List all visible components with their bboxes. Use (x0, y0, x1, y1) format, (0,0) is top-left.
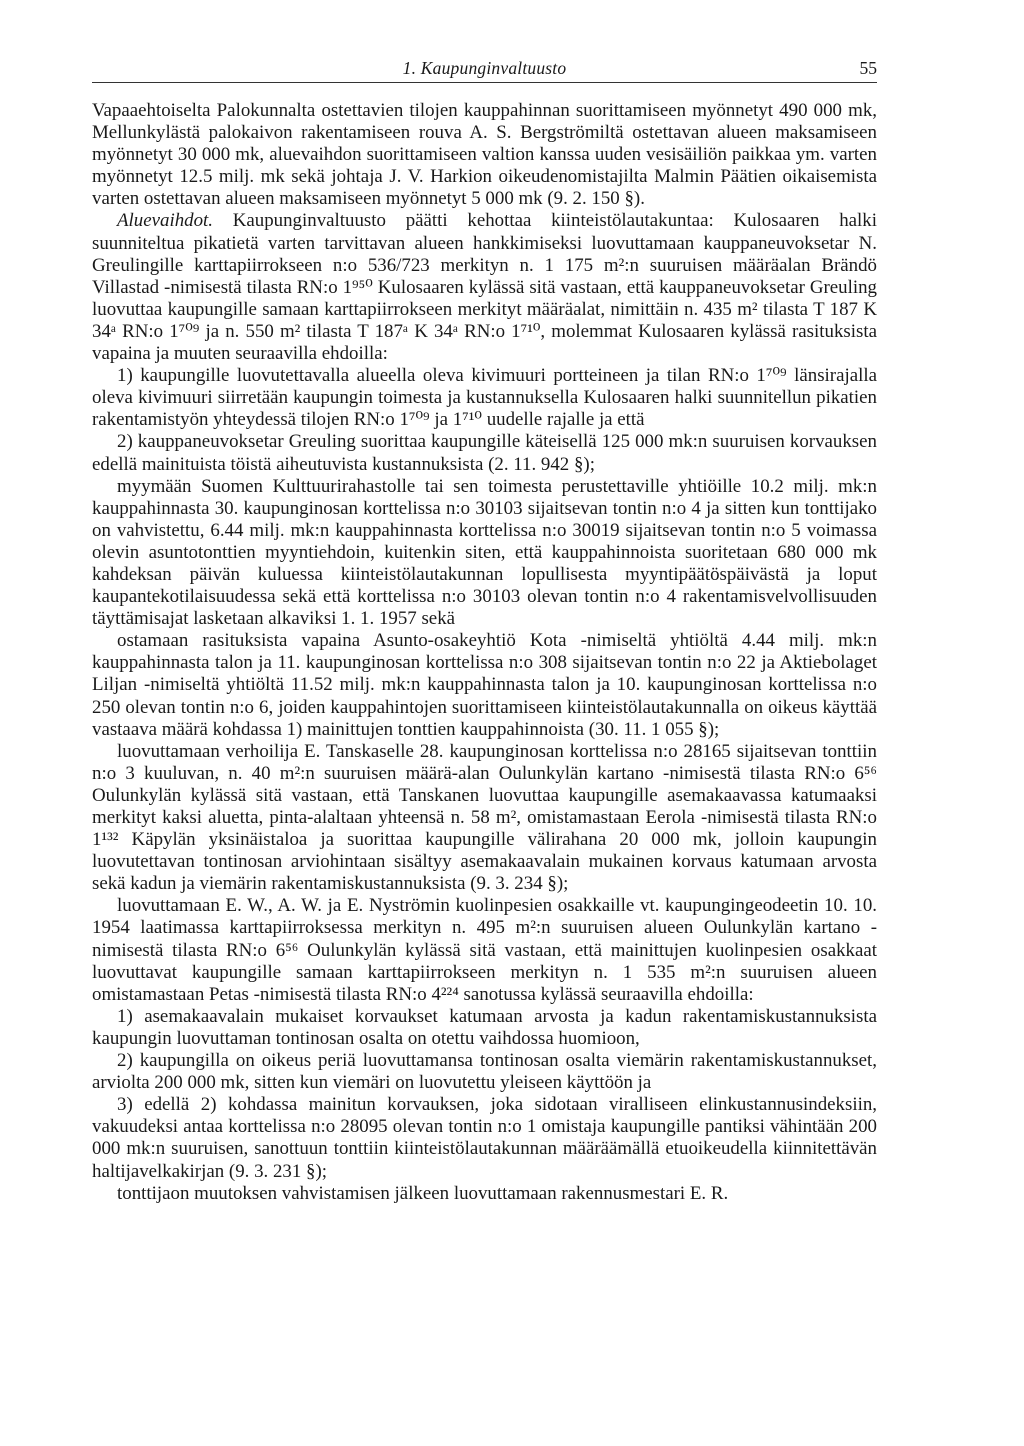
paragraph: 2) kaupungilla on oikeus periä luovuttamansa tontinosan osalta viemärin rakentamiskustannukset, arviolta 200 000 mk, sitten kun viemäri on luovutettu yleiseen käyttöön ja (92, 1050, 877, 1094)
paragraph: myymään Suomen Kulttuurirahastolle tai sen toimesta perustettaville yhtiöille 10.2 milj. mk:n kauppahinnasta 30. kaupunginosan korttelissa n:o 30103 sijaitsevan tontin n:o 4 ja sitten kun tonttijako on vahvistettu, 6.44 milj. mk:n kauppahinnasta korttelissa n:o 30019 sijaitsevan tontin n:o 5 voimassa olevin asuntotonttien myyntiehdoin, kuitenkin siten, että kauppahinnoista suoritetaan 680 000 mk kahdeksan päivän kuluessa kiinteistölautakunnan lopullisesta myyntipäätöspäivästä ja loput kaupantekotilaisuudessa sekä että korttelissa n:o 30103 olevan tontin n:o 4 rakentamisvelvollisuuden täyttämisajat lasketaan alkaviksi 1. 1. 1957 sekä (92, 475, 877, 630)
body-text (92, 100, 877, 1205)
paragraph (92, 210, 877, 365)
paragraph: luovuttamaan verhoilija E. Tanskaselle 28. kaupunginosan korttelissa n:o 28165 sijaitsevan tonttiin n:o 3 kuuluvan, n. 40 m²:n suuruisen määrä-alan Oulunkylän kartano -nimisestä tilasta RN:o 6⁵⁶ Oulunkylän kylässä sitä vastaan, että Tanskanen luovuttaa kaupungille asemakaavassa katumaaksi merkityt kaksi aluetta, pinta-alaltaan yhteensä n. 58 m², omistamastaan Eerola -nimisestä tilasta RN:o 1¹³² Käpylän yksinäistaloa ja suorittaa kaupungille välirahana 20 000 mk, jolloin kaupungin luovutettavan tontinosan arviohintaan sisältyy asemakaavalain mukainen korvaus katumaan arvosta sekä kadun ja viemärin rakentamiskustannuksista (9. 3. 234 §); (92, 740, 877, 895)
paragraph: luovuttamaan E. W., A. W. ja E. Nyströmin kuolinpesien osakkaille vt. kaupungingeodeetin 10. 10. 1954 laatimassa karttapiirroksessa merkityn n. 495 m²:n suuruisen alueen Oulunkylän kartano -nimisestä tilasta RN:o 6⁵⁶ Oulunkylän kylässä sitä vastaan, että mainittujen kuolinpesien osakkaat luovuttavat kaupungille samaan karttapiirrokseen merkityn n. 1 535 m²:n suuruisen alueen omistamastaan Petas -nimisestä tilasta RN:o 4²²⁴ sanotussa kylässä seuraavilla ehdoilla: (92, 895, 877, 1005)
paragraph: 1) asemakaavalain mukaiset korvaukset katumaan arvosta ja kadun rakentamiskustannuksista kaupungin luovuttaman tontinosan osalta on otettu vaihdossa huomioon, (92, 1005, 877, 1049)
section-label: Aluevaihdot. (117, 210, 214, 232)
paragraph: 2) kauppaneuvoksetar Greuling suorittaa kaupungille käteisellä 125 000 mk:n suuruisen korvauksen edellä mainituista töistä aiheutuvista kustannuksista (2. 11. 942 §); (92, 431, 877, 475)
paragraph: ostamaan rasituksista vapaina Asunto-osakeyhtiö Kota -nimiseltä yhtiöltä 4.44 milj. mk:n kauppahinnasta talon ja 11. kaupunginosan korttelissa n:o 308 sijaitsevan tontin n:o 22 ja Aktiebolaget Liljan -nimiseltä yhtiöltä 11.52 milj. mk:n kauppahinnasta talon ja 10. kaupunginosan korttelissa n:o 250 olevan tontin n:o 6, joiden kauppahintojen suorittamiseen kiinteistölautakunnalla on oikeus käyttää vastaava määrä kohdassa 1) mainittujen tonttien kauppahinnoista (30. 11. 1 055 §); (92, 630, 877, 740)
page-number: 55 (859, 58, 877, 78)
running-header (92, 56, 877, 83)
paragraph: tonttijaon muutoksen vahvistamisen jälkeen luovuttamaan rakennusmestari E. R. (117, 1182, 729, 1204)
paragraph: Vapaaehtoiselta Palokunnalta ostettavien tilojen kauppahinnan suorittamiseen myönnetyt 490 000 mk, Mellunkylästä palokaivon rakentamiseen rouva A. S. Bergströmiltä ostettavan alueen maksamiseen myönnetyt 30 000 mk, aluevaihdon suorittamiseen valtion kanssa uuden vesisäiliön paikkaa ym. varten myönnetyt 12.5 milj. mk sekä johtaja J. V. Harkion oikeudenomistajilta Malmin Päätien oikaisemista varten ostettavan alueen maksamiseen myönnetyt 5 000 mk (9. 2. 150 §). (92, 100, 877, 210)
running-title: 1. Kaupunginvaltuusto (402, 58, 567, 78)
paragraph: 3) edellä 2) kohdassa mainitun korvauksen, joka sidotaan viralliseen elinkustannusindeksiin, vakuudeksi antaa korttelissa n:o 28095 olevan tontin n:o 1 omistaja kaupungille pantiksi vähintään 200 000 mk:n suuruisen, sanottuun tonttiin kiinteistölautakunnan määräämällä etuoikeudella kiinnitettävän haltijavelkakirjan (9. 3. 231 §); (92, 1094, 877, 1182)
paragraph-text: Kaupunginvaltuusto päätti kehottaa kiinteistölautakuntaa: Kulosaaren halki suunniteltua pikatietä varten tarvittavan alueen hankkimiseksi luovuttamaan kauppaneuvoksetar N. Greulingille karttapiirrokseen n:o 536/723 merkityn n. 1 175 m²:n suuruisen määräalan Brändö Villastad -nimisestä tilasta RN:o 1⁹⁵⁰ Kulosaaren kylässä sitä vastaan, että kauppaneuvoksetar Greuling luovuttaa kaupungille samaan karttapiirrokseen merkityt määräalat, nimittäin n. 435 m² tilasta T 187 K 34ᵃ RN:o 1⁷⁰⁹ ja n. 550 m² tilasta T 187ᵃ K 34ᵃ RN:o 1⁷¹⁰, molemmat Kulosaaren kylässä rasituksista vapaina ja muuten seuraavilla ehdoilla: (92, 210, 877, 365)
paragraph: 1) kaupungille luovutettavalla alueella oleva kivimuuri portteineen ja tilan RN:o 1⁷⁰⁹ länsirajalla oleva kivimuuri siirretään kaupungin toimesta ja kustannuksella Kulosaaren halki suunnitellun pikatien rakentamistyön yhteydessä tilojen RN:o 1⁷⁰⁹ ja 1⁷¹⁰ uudelle rajalle ja että (92, 365, 877, 431)
